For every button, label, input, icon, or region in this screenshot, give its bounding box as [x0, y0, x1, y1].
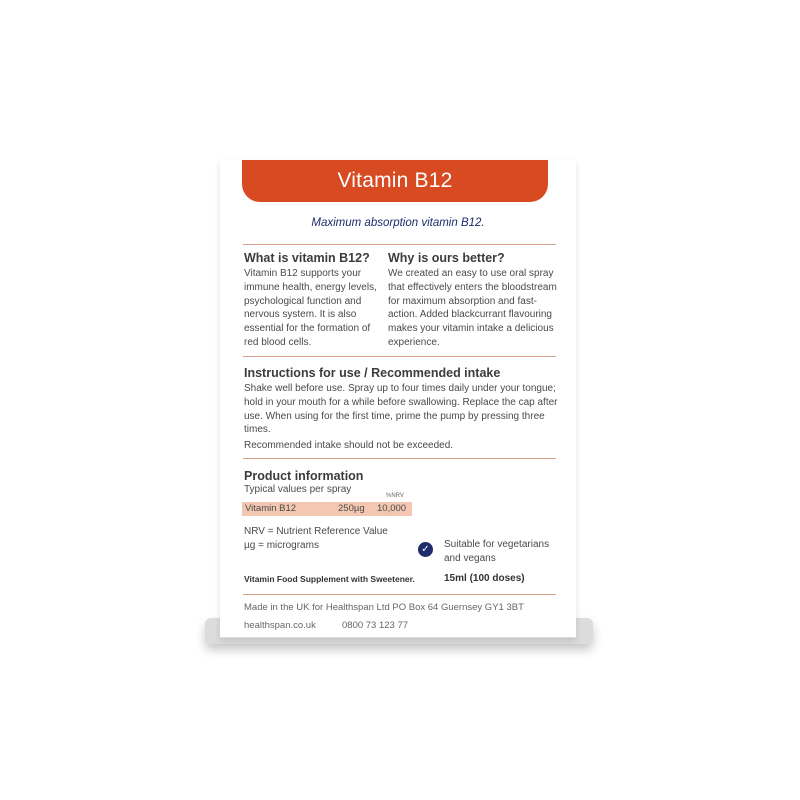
nutrition-row — [242, 502, 412, 516]
product-subheading: Typical values per spray — [244, 484, 352, 495]
intake-warning: Recommended intake should not be exceeded. — [244, 440, 454, 451]
product-heading: Product information — [244, 469, 364, 483]
product-info-section — [244, 469, 444, 497]
vegetarian-note: Suitable for vegetarians and vegans — [444, 539, 550, 564]
product-box — [220, 160, 576, 638]
what-section — [244, 251, 384, 350]
legend-nrv: NRV = Nutrient Reference Value — [244, 526, 388, 537]
divider — [243, 594, 556, 595]
instructions-body: Shake well before use. Spray up to four times daily under your tongue; hold in your mouth for a while before swallowing. Replace the cap after use. When using for the first time, prime the pump by pressing three times. — [244, 383, 558, 436]
check-icon: ✓ — [418, 542, 433, 557]
nutrient-nrv: 10,000 — [377, 503, 407, 514]
volume-label: 15ml (100 doses) — [444, 573, 525, 584]
divider — [243, 356, 556, 357]
instructions-section — [244, 366, 560, 437]
nrv-column-header: %NRV — [386, 493, 404, 499]
nutrient-amount: 250µg — [338, 503, 365, 514]
supplement-note: Vitamin Food Supplement with Sweetener. — [244, 574, 415, 584]
phone-text: 0800 73 123 77 — [342, 620, 409, 631]
nrv-legend — [244, 525, 414, 553]
tagline: Maximum absorption vitamin B12. — [311, 217, 485, 229]
why-heading: Why is ours better? — [388, 251, 505, 265]
website-text: healthspan.co.uk — [244, 620, 316, 631]
divider — [243, 244, 556, 245]
what-body: Vitamin B12 supports your immune health, energy levels, psychological function and nervous system. It is also essential for the formation of red blood cells. — [244, 268, 377, 348]
instructions-heading: Instructions for use / Recommended intake — [244, 366, 501, 380]
divider — [243, 458, 556, 459]
made-in-text: Made in the UK for Healthspan Ltd PO Box 64 Guernsey GY1 3BT — [244, 602, 524, 613]
legend-ug: µg = micrograms — [244, 539, 319, 551]
nutrient-name: Vitamin B12 — [245, 503, 297, 514]
what-heading: What is vitamin B12? — [244, 251, 370, 265]
why-body: We created an easy to use oral spray that effectively enters the bloodstream for maximum absorption and fast-action. Added blackcurrant flavouring makes your vitamin intake a delicious experience. — [388, 268, 557, 348]
title-banner: Vitamin B12 — [242, 160, 548, 202]
why-section — [388, 251, 558, 350]
